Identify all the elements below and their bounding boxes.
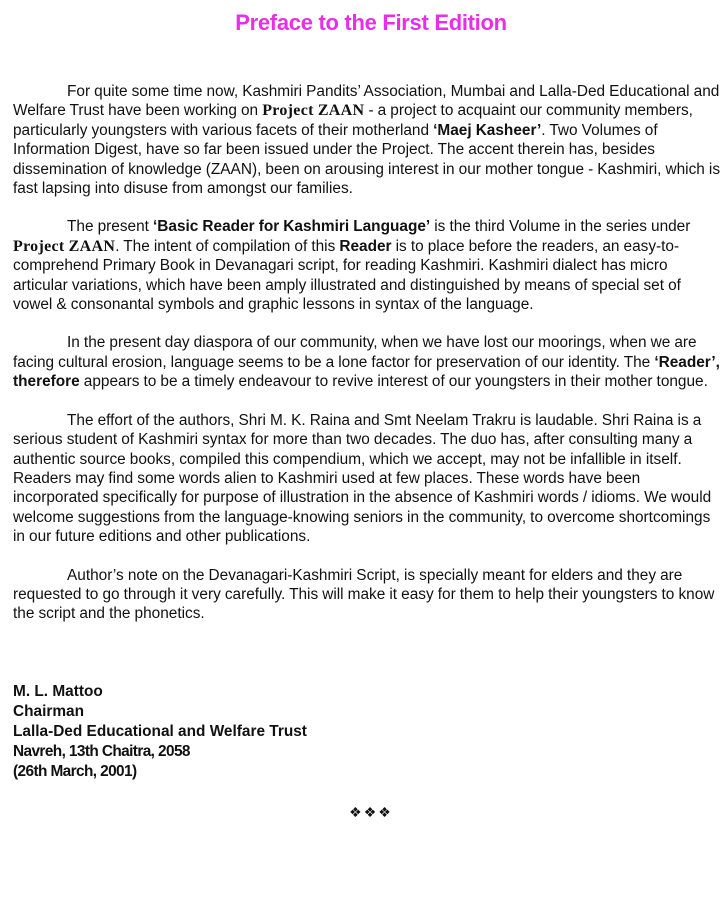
paragraph-3	[13, 333, 721, 391]
paragraph-2-text-c: . The intent of compilation of this	[115, 237, 340, 255]
preface-body	[13, 82, 721, 643]
ornament-divider-icon: ❖❖❖	[349, 804, 393, 820]
maej-kasheer-term: ‘Maej Kasheer’	[433, 121, 542, 139]
paragraph-1-text-c: . Two Volumes of Information Digest, have so far been issued under the Project. The accent therein has, besides dissemination of knowledge (	[13, 121, 658, 178]
signatory-role: Chairman	[13, 703, 84, 720]
paragraph-2-text-a: The present	[67, 218, 154, 236]
page-title: Preface to the First Edition	[235, 10, 507, 35]
paragraph-3-text-a: In the present day diaspora of our community, when we have lost our moorings, when we are facing cultural erosion, language seems to be a lone factor for preservation of our identity. The	[13, 334, 697, 371]
zaan-term: ZAAN	[210, 160, 252, 178]
reader-term: Reader	[339, 237, 392, 255]
reader-therefore-term: ‘Reader’, therefore	[13, 353, 720, 391]
paragraph-1	[13, 82, 721, 198]
signature-block	[13, 682, 307, 782]
paragraph-5: Author’s note on the Devanagari-Kashmiri Script, is specially meant for elders and they are requested to go through it very carefully. This will make it easy for them to help their youngsters to know the script and the phonetics.	[13, 566, 715, 623]
paragraph-2-text-d: is to place before the readers, an easy-to-comprehend Primary Book in Devanagari script, for reading Kashmiri. Kashmiri dialect has micro articular variations, which have been amply illustrated and distinguished by means of special set of vowel & consonantal symbols and graphic lessons in syntax of the language.	[13, 237, 681, 314]
paragraph-2-text-b: is the third Volume in the series under	[430, 218, 691, 236]
paragraph-1-text-b: - a project to acquaint our community members, particularly youngsters with various facets of their motherland	[13, 102, 693, 139]
basic-reader-title: ‘Basic Reader for Kashmiri Language’	[153, 218, 431, 236]
signatory-name: M. L. Mattoo	[13, 683, 103, 700]
paragraph-3-text-b: appears to be a timely endeavour to revive interest of our youngsters in their mother tongue.	[79, 373, 708, 391]
signature-date-navreh: Navreh, 13th Chaitra, 2058	[13, 743, 190, 760]
signature-date-gregorian: (26th March, 2001)	[13, 763, 137, 780]
project-zaan-name: Project ZAAN	[13, 237, 116, 255]
paragraph-4: The effort of the authors, Shri M. K. Raina and Smt Neelam Trakru is laudable. Shri Raina is a serious student of Kashmiri syntax for more than two decades. The duo has, after consulting many a authentic source books, compiled this compendium, which we accept, may not be infallible in itself. Readers may find some words alien to Kashmiri used at few places. These words have been incorporated specifically for purpose of illustration in the absence of Kashmiri words / idioms. We would welcome suggestions from the language-knowing seniors in the community, to overcome shortcomings in our future editions and other publications.	[13, 411, 712, 546]
paragraph-1-text-d: ), been on arousing interest in our mother tongue - Kashmiri, which is fast lapsing into disuse from amongst our families.	[13, 160, 721, 198]
signatory-organization: Lalla-Ded Educational and Welfare Trust	[13, 723, 307, 740]
project-zaan-name: Project ZAAN	[262, 102, 365, 120]
paragraph-2	[13, 217, 721, 314]
paragraph-1-text-a: For quite some time now, Kashmiri Pandits’ Association, Mumbai and Lalla-Ded Educational and Welfare Trust have been working on	[13, 83, 720, 120]
